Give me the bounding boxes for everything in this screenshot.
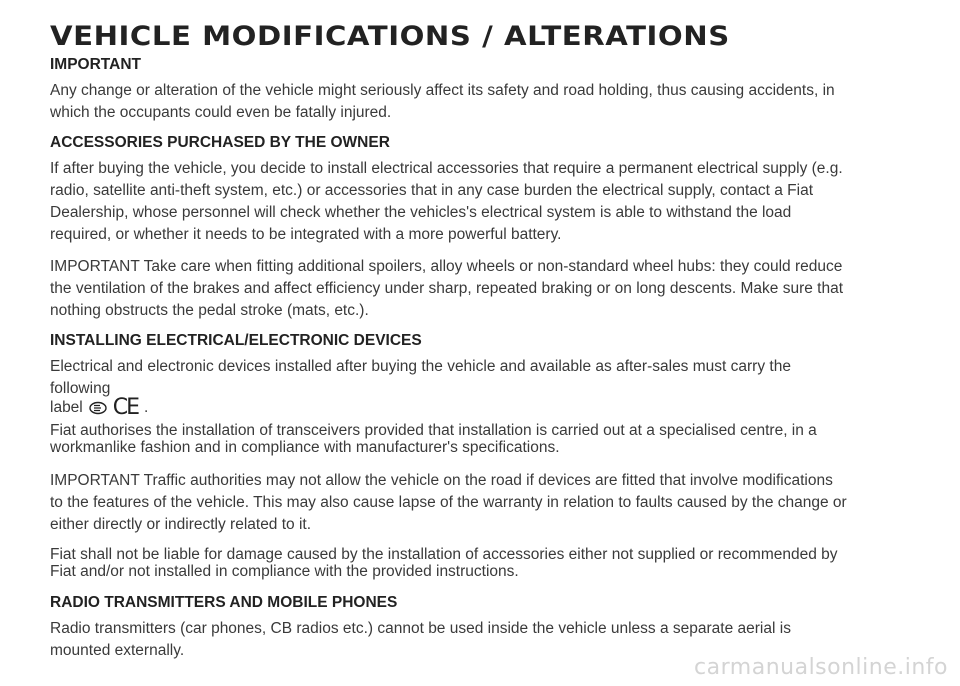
ce-mark-icon: CE <box>112 395 139 420</box>
paragraph-important-traffic: IMPORTANT Traffic authorities may not allow the vehicle on the road if devices are fitted that involve modifications to the features of the vehicle. This may also cause lapse of the warranty in relation to faults caused by the change or either directly or indirectly related to it. <box>50 472 847 533</box>
page-title: VEHICLE MODIFICATIONS / ALTERATIONS <box>50 21 730 52</box>
section-heading-accessories: ACCESSORIES PURCHASED BY THE OWNER <box>50 134 390 151</box>
paragraph-important: Any change or alteration of the vehicle might seriously affect its safety and road holding, thus causing accidents, in which the occupants could even be fatally injured. <box>50 82 835 121</box>
label-row <box>50 395 850 420</box>
document-page <box>50 22 850 672</box>
paragraph-important-spoilers: IMPORTANT Take care when fitting additional spoilers, alloy wheels or non-standard wheel hubs: they could reduce the ventilation of the brakes and affect efficiency under sharp, repeated braking or on long descents. Make sure that nothing obstructs the pedal stroke (mats, etc.). <box>50 258 844 319</box>
paragraph-radio: Radio transmitters (car phones, CB radios etc.) cannot be used inside the vehicle unless a separate aerial is mounted externally. <box>50 620 791 659</box>
paragraph-liability: Fiat shall not be liable for damage caused by the installation of accessories either not supplied or recommended by Fiat and/or not installed in compliance with the provided instructions. <box>50 546 838 580</box>
label-period: . <box>144 399 149 416</box>
section-heading-installing: INSTALLING ELECTRICAL/ELECTRONIC DEVICES <box>50 332 422 349</box>
watermark: carmanualsonline.info <box>694 655 948 680</box>
paragraph-transceivers: Fiat authorises the installation of transceivers provided that installation is carried out at a specialised centre, in a workmanlike fashion and in compliance with manufacturer's specifications. <box>50 422 817 456</box>
section-heading-important: IMPORTANT <box>50 56 141 73</box>
e-mark-icon <box>89 401 107 415</box>
paragraph-installing-intro: Electrical and electronic devices installed after buying the vehicle and available as after-sales must carry the following <box>50 358 791 397</box>
label-word: label <box>50 399 83 416</box>
paragraph-accessories: If after buying the vehicle, you decide to install electrical accessories that require a permanent electrical supply (e.g. radio, satellite anti-theft system, etc.) or accessories that in any case burden the electrical supply, contact a Fiat Dealership, whose personnel will check whether the vehicles's electrical system is able to withstand the load required, or whether it needs to be integrated with a more powerful battery. <box>50 160 843 243</box>
section-heading-radio: RADIO TRANSMITTERS AND MOBILE PHONES <box>50 594 398 611</box>
